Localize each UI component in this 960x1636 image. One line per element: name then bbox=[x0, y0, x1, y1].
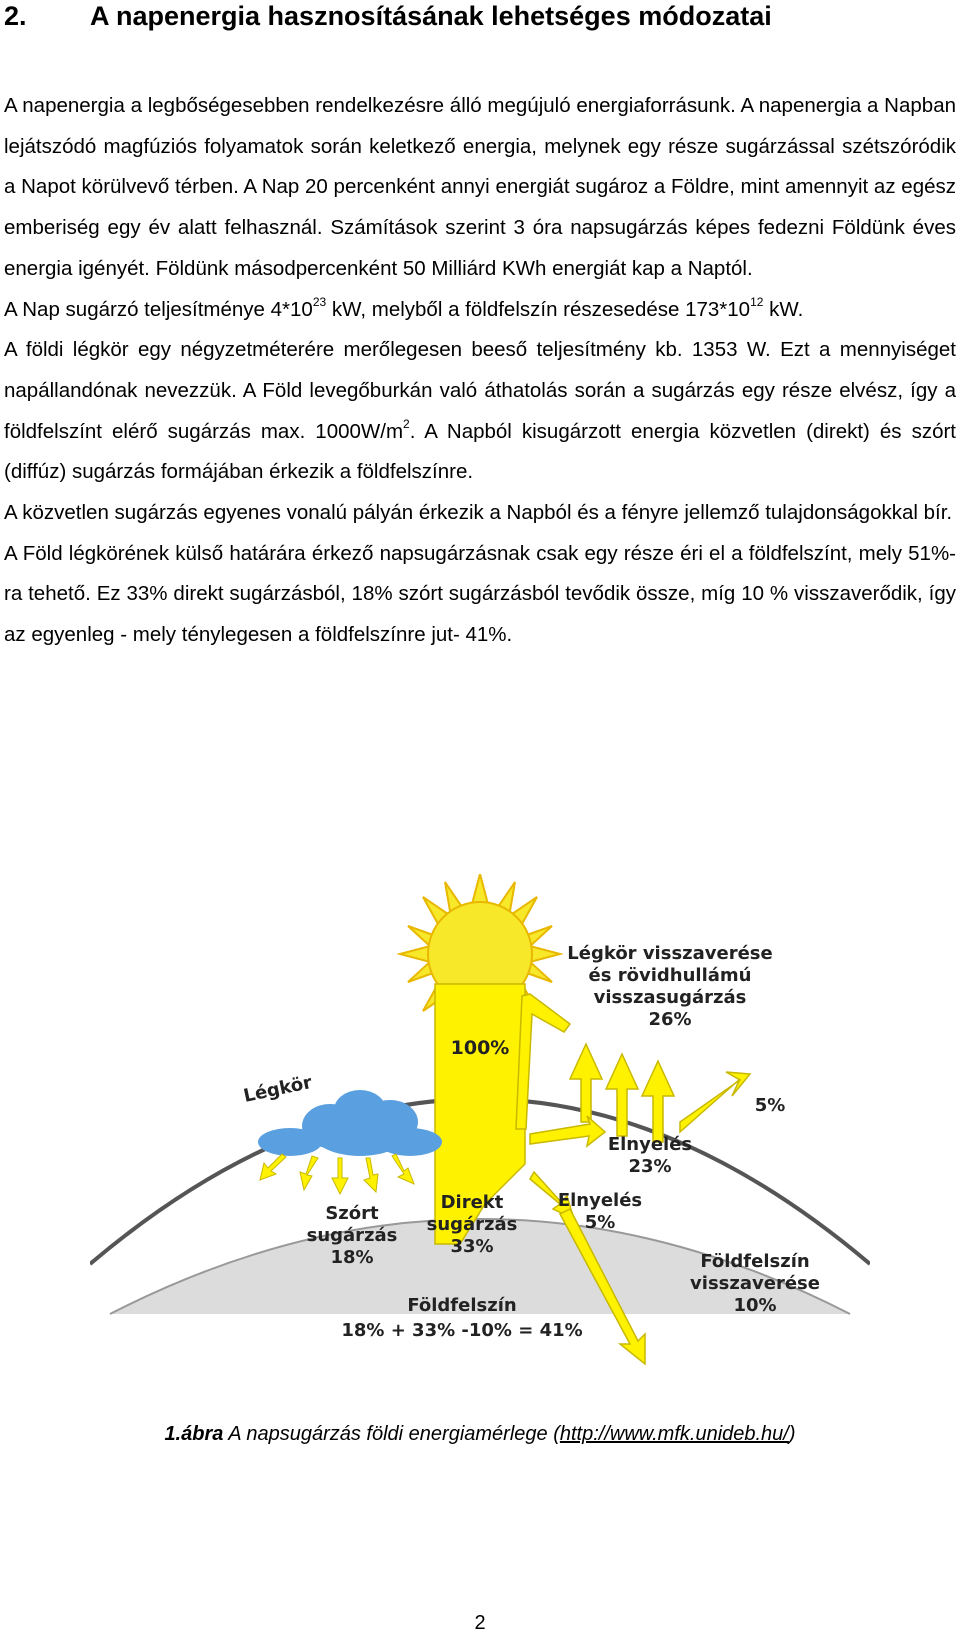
p2-exponent-1: 23 bbox=[312, 294, 327, 309]
atmosphere-label: Légkör bbox=[241, 1071, 314, 1107]
absorption-5-label: Elnyelés bbox=[557, 1190, 643, 1211]
reflect-label-3: visszasugárzás bbox=[593, 987, 747, 1008]
paragraph-3 bbox=[4, 330, 956, 493]
reflect-label-2: és rövidhullámú bbox=[588, 965, 752, 986]
body-text bbox=[4, 86, 956, 656]
p3-text-a: A földi légkör egy négyzetméterére merőlegesen beeső teljesítmény kb. 1353 W. Ezt a mennyiséget napállandónak nevezzük. A Föld levegőburkán való áthatolás során a sugárzás egy része elvész, így a földfelszínt elérő sugárzás max. 1000W/m bbox=[4, 338, 956, 443]
scatter-arrows bbox=[260, 1154, 414, 1194]
energy-balance-diagram bbox=[90, 874, 870, 1374]
ground-reflect-percent: 10% bbox=[733, 1295, 777, 1316]
paragraph-1: A napenergia a legbőségesebben rendelkezésre álló megújuló energiaforrásunk. A napenergia a Napban lejátszódó magfúziós folyamatok során keletkező energia, melynek egy része sugárzással szétszóródik a Napot körülvevő térben. A Nap 20 percenként annyi energiát sugároz a Földre, mint amennyit az egész emberiség egy év alatt felhasznál. Számítások szerint 3 óra napsugárzás képes fedezni Földünk éves energia igényét. Földünk másodpercenként 50 Milliárd KWh energiát kap a Naptól. bbox=[4, 94, 956, 280]
absorption-23-arrow bbox=[530, 1116, 605, 1146]
p2-text-a: A Nap sugárzó teljesítménye 4*10 bbox=[4, 297, 313, 321]
page-number: 2 bbox=[474, 1612, 486, 1634]
absorption-5-percent: 5% bbox=[584, 1212, 616, 1233]
source-link[interactable]: http://www.mfk.unideb.hu/ bbox=[559, 1423, 789, 1445]
reflect-percent: 26% bbox=[648, 1009, 692, 1030]
p2-text-c: kW. bbox=[763, 297, 804, 321]
caption-close: ) bbox=[788, 1423, 796, 1445]
direct-percent: 33% bbox=[450, 1236, 494, 1257]
solar-energy-balance-figure bbox=[90, 874, 870, 1374]
five-percent-label: 5% bbox=[754, 1095, 786, 1116]
section-title: A napenergia hasznosításának lehetséges módozatai bbox=[90, 1, 772, 31]
scatter-label-2: sugárzás bbox=[306, 1225, 398, 1246]
sun-percent-label: 100% bbox=[450, 1037, 510, 1059]
section-number: 2. bbox=[4, 1, 27, 31]
figure-caption bbox=[0, 1423, 960, 1446]
surface-balance: 18% + 33% -10% = 41% bbox=[341, 1320, 583, 1341]
caption-label: 1.ábra bbox=[164, 1423, 224, 1445]
absorption-23-label: Elnyelés bbox=[607, 1134, 693, 1155]
paragraph-5: A Föld légkörének külső határára érkező napsugárzásnak csak egy része éri el a földfelszínt, mely 51%-ra tehető. Ez 33% direkt sugárzásból, 18% szórt sugárzásból tevődik össze, míg 10 % visszaverődik, így az egyenleg - mely ténylegesen a földfelszínre jut- 41%. bbox=[4, 541, 956, 647]
cloud-icon bbox=[258, 1090, 442, 1156]
surface-label: Földfelszín bbox=[407, 1295, 517, 1316]
p2-exponent-2: 12 bbox=[750, 294, 764, 309]
ground-reflect-label-1: Földfelszín bbox=[700, 1251, 810, 1272]
caption-text: A napsugárzás földi energiamérlege ( bbox=[223, 1423, 560, 1445]
section-heading bbox=[4, 0, 772, 32]
ground-reflect-label-2: visszaverése bbox=[690, 1273, 820, 1294]
five-percent-arrow bbox=[680, 1072, 750, 1132]
reflection-arrow-1 bbox=[516, 994, 570, 1129]
paragraph-2 bbox=[4, 290, 956, 331]
reflect-label-1: Légkör visszaverése bbox=[567, 943, 773, 964]
paragraph-4: A közvetlen sugárzás egyenes vonalú pályán érkezik a Napból és a fényre jellemző tulajdonságokkal bír. bbox=[4, 501, 953, 525]
p2-text-b: kW, melyből a földfelszín részesedése 173*10 bbox=[326, 297, 751, 321]
scatter-percent: 18% bbox=[330, 1247, 374, 1268]
scatter-label-1: Szórt bbox=[325, 1203, 379, 1224]
p3-exponent: 2 bbox=[403, 416, 410, 431]
direct-label-1: Direkt bbox=[440, 1192, 504, 1213]
absorption-23-percent: 23% bbox=[628, 1156, 672, 1177]
direct-label-2: sugárzás bbox=[426, 1214, 518, 1235]
p3-text-b: . A Napból kisugárzott energia közvetlen (direkt) és szórt (diffúz) sugárzás formájában érkezik a földfelszínre. bbox=[4, 419, 956, 484]
